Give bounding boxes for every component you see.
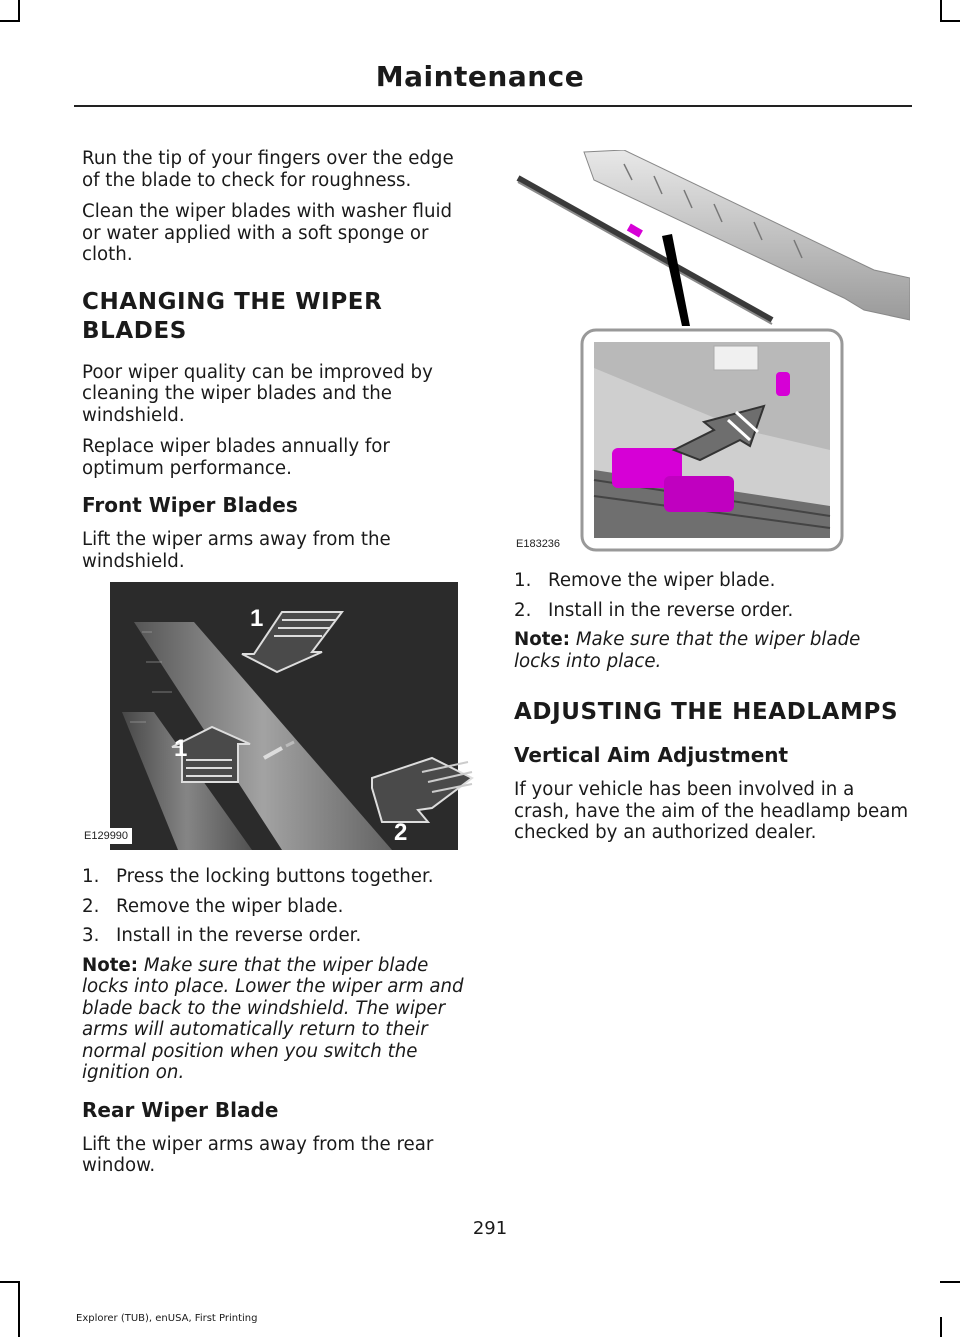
- note-label: Note:: [514, 629, 571, 650]
- step-text: Press the locking buttons together.: [116, 866, 434, 887]
- note: [514, 629, 910, 672]
- crop-mark: [940, 1317, 942, 1337]
- step-text: Remove the wiper blade.: [548, 570, 776, 591]
- crop-mark: [940, 0, 942, 20]
- figure-front-wiper: [82, 582, 474, 850]
- paragraph: Replace wiper blades annually for optimum performance.: [82, 436, 390, 479]
- paragraph: Lift the wiper arms away from the windshield.: [82, 529, 391, 572]
- crop-mark: [940, 20, 960, 22]
- heading-line: CHANGING THE WIPER: [82, 288, 383, 315]
- step-number: 2.: [82, 895, 100, 917]
- paragraph: Poor wiper quality can be improved by cleaning the wiper blades and the windshield.: [82, 361, 433, 426]
- step-text: Remove the wiper blade.: [116, 895, 344, 917]
- figure-callout: 1: [250, 605, 264, 632]
- header-divider: [74, 105, 912, 107]
- right-column: [514, 150, 910, 854]
- note-text: Make sure that the wiper blade locks into place.: [514, 629, 861, 672]
- paragraph: Clean the wiper blades with washer fluid or water applied with a soft sponge or cloth.: [82, 201, 453, 265]
- list-item: [82, 896, 474, 918]
- note: [82, 955, 474, 1084]
- left-column: [82, 148, 474, 1187]
- steps-list: [514, 570, 910, 621]
- note-label: Note:: [82, 954, 139, 976]
- crop-mark: [0, 20, 20, 22]
- step-text: Install in the reverse order.: [116, 925, 362, 946]
- list-item: [514, 600, 910, 622]
- subheading-rear-wiper-blade: Rear Wiper Blade: [82, 1097, 279, 1122]
- crop-mark: [18, 0, 20, 20]
- section-heading-changing-wiper-blades: [82, 288, 474, 346]
- figure-callout: 2: [394, 819, 408, 846]
- subheading-front-wiper-blades: Front Wiper Blades: [82, 493, 298, 517]
- paragraph: Run the tip of your fingers over the edge of the blade to check for roughness.: [82, 148, 454, 191]
- list-item: [82, 925, 474, 947]
- paragraph: Lift the wiper arms away from the rear window.: [82, 1133, 434, 1176]
- page-number: 291: [472, 1218, 508, 1239]
- crop-mark: [18, 1281, 20, 1337]
- list-item: [514, 570, 910, 592]
- subheading-vertical-aim-adjustment: Vertical Aim Adjustment: [514, 743, 789, 767]
- steps-list: [82, 866, 474, 947]
- figure-callout: 1: [174, 735, 188, 762]
- step-number: 1.: [82, 866, 100, 887]
- page-title: Maintenance: [375, 60, 585, 93]
- step-number: 2.: [514, 599, 532, 621]
- note-text: Make sure that the wiper blade locks into place. Lower the wiper arm and blade back to the windshield. The wiper arms will automatically return to their normal position when you switch the ignition on.: [82, 954, 464, 1083]
- section-heading-adjusting-headlamps: ADJUSTING THE HEADLAMPS: [514, 699, 899, 725]
- front-wiper-illustration: [82, 582, 474, 850]
- paragraph: If your vehicle has been involved in a crash, have the aim of the headlamp beam checked by an authorized dealer.: [514, 779, 909, 843]
- list-item: [82, 866, 474, 888]
- figure-code: E183236: [516, 538, 561, 550]
- crop-mark: [0, 1281, 20, 1283]
- heading-line: BLADES: [82, 317, 187, 344]
- step-number: 3.: [82, 925, 100, 946]
- step-text: Install in the reverse order.: [548, 599, 794, 621]
- figure-rear-wiper: [514, 150, 910, 554]
- edition-label: Explorer (TUB), enUSA, First Printing: [76, 1313, 258, 1324]
- rear-wiper-illustration: [514, 150, 910, 554]
- step-number: 1.: [514, 570, 532, 591]
- figure-code: E129990: [84, 830, 129, 842]
- crop-mark: [940, 1281, 960, 1283]
